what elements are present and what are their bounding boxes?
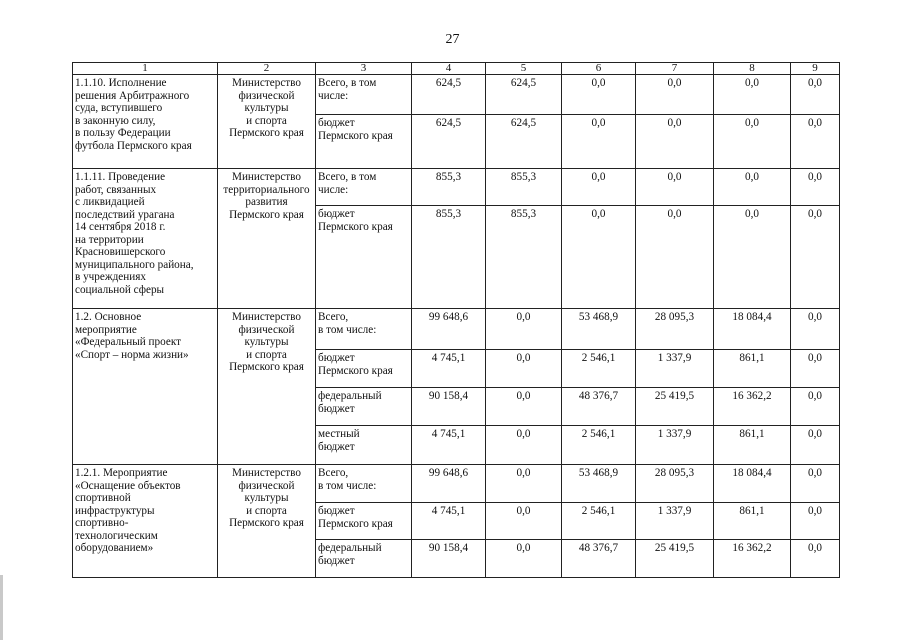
amount-cell: 25 419,5 — [636, 388, 714, 426]
amount-cell: 0,0 — [791, 309, 840, 350]
funding-source-cell: Всего, в том числе: — [316, 169, 412, 206]
amount-cell: 4 745,1 — [412, 503, 486, 540]
amount-cell: 861,1 — [714, 503, 791, 540]
amount-cell: 2 546,1 — [562, 426, 636, 465]
amount-cell: 53 468,9 — [562, 465, 636, 503]
budget-table — [72, 62, 840, 578]
funding-source-cell: бюджет Пермского края — [316, 350, 412, 388]
activity-name-cell: 1.2. Основное мероприятие «Федеральный проект «Спорт – норма жизни» — [73, 309, 218, 465]
amount-cell: 0,0 — [562, 75, 636, 115]
funding-source-cell: бюджет Пермского края — [316, 503, 412, 540]
amount-cell: 0,0 — [791, 115, 840, 169]
amount-cell: 0,0 — [486, 388, 562, 426]
table-row — [73, 309, 840, 350]
header-cell: 9 — [791, 63, 840, 75]
amount-cell: 28 095,3 — [636, 309, 714, 350]
amount-cell: 0,0 — [562, 206, 636, 309]
funding-source-cell: бюджет Пермского края — [316, 115, 412, 169]
amount-cell: 0,0 — [486, 503, 562, 540]
amount-cell: 48 376,7 — [562, 540, 636, 578]
amount-cell: 0,0 — [636, 206, 714, 309]
header-cell: 4 — [412, 63, 486, 75]
amount-cell: 855,3 — [412, 206, 486, 309]
funding-source-cell: Всего, в том числе: — [316, 75, 412, 115]
funding-source-cell: Всего, в том числе: — [316, 309, 412, 350]
amount-cell: 99 648,6 — [412, 465, 486, 503]
amount-cell: 0,0 — [486, 350, 562, 388]
amount-cell: 855,3 — [486, 169, 562, 206]
amount-cell: 624,5 — [486, 75, 562, 115]
activity-name-cell: 1.1.10. Исполнение решения Арбитражного суда, вступившего в законную силу, в пользу Федерации футбола Пермского края — [73, 75, 218, 169]
header-cell: 5 — [486, 63, 562, 75]
amount-cell: 90 158,4 — [412, 388, 486, 426]
amount-cell: 1 337,9 — [636, 350, 714, 388]
funding-source-cell: федеральный бюджет — [316, 540, 412, 578]
amount-cell: 99 648,6 — [412, 309, 486, 350]
amount-cell: 0,0 — [714, 75, 791, 115]
scan-edge-mark — [0, 575, 3, 640]
amount-cell: 0,0 — [486, 465, 562, 503]
funding-source-cell: Всего, в том числе: — [316, 465, 412, 503]
amount-cell: 0,0 — [791, 75, 840, 115]
amount-cell: 0,0 — [562, 115, 636, 169]
amount-cell: 0,0 — [791, 465, 840, 503]
amount-cell: 48 376,7 — [562, 388, 636, 426]
amount-cell: 2 546,1 — [562, 503, 636, 540]
activity-name-cell: 1.1.11. Проведение работ, связанных с ликвидацией последствий урагана 14 сентября 2018 г. на территории Красновишерского муниципального района, в учреждениях социальной сферы — [73, 169, 218, 309]
amount-cell: 4 745,1 — [412, 426, 486, 465]
amount-cell: 855,3 — [412, 169, 486, 206]
amount-cell: 0,0 — [791, 206, 840, 309]
amount-cell: 25 419,5 — [636, 540, 714, 578]
activity-name-cell: 1.2.1. Мероприятие «Оснащение объектов спортивной инфраструктуры спортивно- технологическим оборудованием» — [73, 465, 218, 578]
executor-cell: Министерство физической культуры и спорта Пермского края — [218, 465, 316, 578]
amount-cell: 16 362,2 — [714, 540, 791, 578]
header-cell: 3 — [316, 63, 412, 75]
funding-source-cell: федеральный бюджет — [316, 388, 412, 426]
amount-cell: 53 468,9 — [562, 309, 636, 350]
amount-cell: 28 095,3 — [636, 465, 714, 503]
table-row — [73, 169, 840, 206]
amount-cell: 0,0 — [791, 426, 840, 465]
amount-cell: 90 158,4 — [412, 540, 486, 578]
header-cell: 8 — [714, 63, 791, 75]
amount-cell: 624,5 — [412, 75, 486, 115]
table-row — [73, 75, 840, 115]
amount-cell: 18 084,4 — [714, 309, 791, 350]
amount-cell: 0,0 — [714, 115, 791, 169]
executor-cell: Министерство физической культуры и спорта Пермского края — [218, 75, 316, 169]
amount-cell: 0,0 — [791, 350, 840, 388]
amount-cell: 4 745,1 — [412, 350, 486, 388]
amount-cell: 2 546,1 — [562, 350, 636, 388]
header-row — [73, 63, 840, 75]
amount-cell: 16 362,2 — [714, 388, 791, 426]
amount-cell: 1 337,9 — [636, 503, 714, 540]
amount-cell: 0,0 — [791, 388, 840, 426]
amount-cell: 0,0 — [636, 75, 714, 115]
amount-cell: 0,0 — [714, 169, 791, 206]
amount-cell: 0,0 — [562, 169, 636, 206]
amount-cell: 624,5 — [412, 115, 486, 169]
amount-cell: 0,0 — [714, 206, 791, 309]
header-cell: 2 — [218, 63, 316, 75]
amount-cell: 0,0 — [636, 115, 714, 169]
page-number: 27 — [445, 32, 460, 47]
executor-cell: Министерство физической культуры и спорта Пермского края — [218, 309, 316, 465]
table-body — [73, 63, 840, 578]
amount-cell: 861,1 — [714, 350, 791, 388]
amount-cell: 855,3 — [486, 206, 562, 309]
amount-cell: 861,1 — [714, 426, 791, 465]
header-cell: 1 — [73, 63, 218, 75]
amount-cell: 0,0 — [636, 169, 714, 206]
executor-cell: Министерство территориального развития Пермского края — [218, 169, 316, 309]
amount-cell: 0,0 — [791, 169, 840, 206]
funding-source-cell: местный бюджет — [316, 426, 412, 465]
table-row — [73, 465, 840, 503]
amount-cell: 624,5 — [486, 115, 562, 169]
funding-source-cell: бюджет Пермского края — [316, 206, 412, 309]
header-cell: 6 — [562, 63, 636, 75]
amount-cell: 0,0 — [486, 540, 562, 578]
amount-cell: 0,0 — [486, 426, 562, 465]
amount-cell: 1 337,9 — [636, 426, 714, 465]
amount-cell: 18 084,4 — [714, 465, 791, 503]
amount-cell: 0,0 — [791, 540, 840, 578]
amount-cell: 0,0 — [791, 503, 840, 540]
amount-cell: 0,0 — [486, 309, 562, 350]
header-cell: 7 — [636, 63, 714, 75]
